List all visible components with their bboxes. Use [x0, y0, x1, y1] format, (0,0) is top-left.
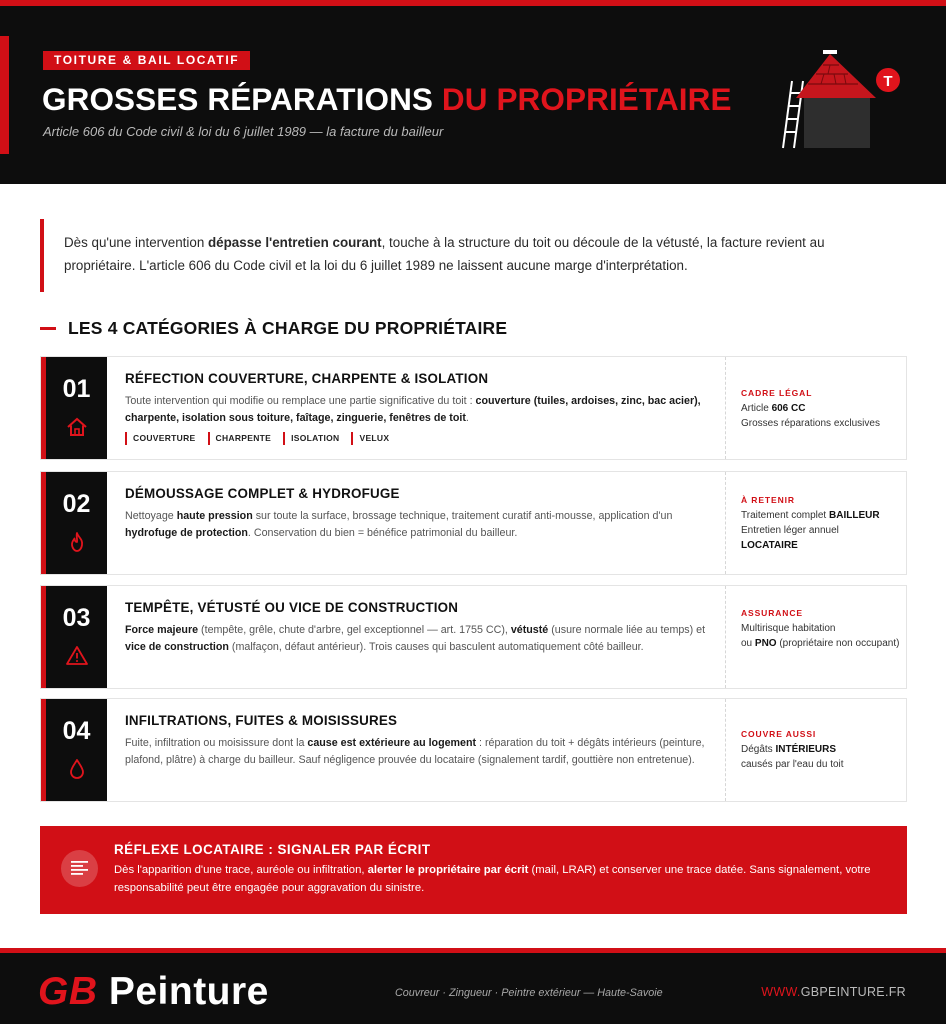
- category-card-2: [40, 471, 907, 575]
- category-card-1: [40, 356, 907, 460]
- left-accent-bar: [0, 36, 9, 154]
- side-label: ASSURANCE: [741, 608, 803, 618]
- intro-bold: dépasse l'entretien courant: [208, 235, 382, 250]
- category-card-3: [40, 585, 907, 689]
- side-value: Traitement complet BAILLEUR Entretien léger annuel LOCATAIRE: [741, 510, 880, 551]
- page-subtitle: Article 606 du Code civil & loi du 6 juillet 1989 — la facture du bailleur: [43, 124, 444, 139]
- badge-letter: T: [883, 73, 893, 90]
- house-icon: [65, 415, 89, 439]
- side-value: Multirisque habitation ou PNO (propriétaire non occupant): [741, 623, 900, 649]
- warning-icon: [65, 644, 89, 668]
- card-chips: [125, 432, 725, 445]
- header-banner: [0, 0, 946, 184]
- footer-tagline: Couvreur · Zingueur · Peintre extérieur — Haute-Savoie: [395, 987, 663, 999]
- title-accent: DU PROPRIÉTAIRE: [441, 81, 732, 117]
- side-label: COUVRE AUSSI: [741, 729, 817, 739]
- side-label: CADRE LÉGAL: [741, 388, 813, 398]
- card-title: RÉFECTION COUVERTURE, CHARPENTE & ISOLATION: [125, 371, 489, 386]
- card-number-block: [41, 586, 107, 688]
- card-description: Fuite, infiltration ou moisissure dont la cause est extérieure au logement : réparation du toit + dégâts intérieurs (peinture, plafond, plâtre) à charge du bailleur. Sauf négligence prouvée du locataire (signalement tardif, gouttière non entretenue).: [125, 737, 705, 766]
- flame-icon: [65, 530, 89, 554]
- footer: [0, 948, 946, 1024]
- website-link[interactable]: WWW.GBPEINTURE.FR: [761, 985, 906, 999]
- category-card-4: [40, 698, 907, 802]
- card-body: [125, 713, 725, 768]
- intro-callout: [40, 219, 906, 292]
- chip-charpente: CHARPENTE: [208, 432, 272, 445]
- category-tag: TOITURE & BAIL LOCATIF: [43, 51, 250, 70]
- heading-dash: [40, 327, 56, 330]
- brand-logo: [38, 970, 269, 1014]
- chip-velux: VELUX: [351, 432, 389, 445]
- card-title: TEMPÊTE, VÉTUSTÉ OU VICE DE CONSTRUCTION: [125, 600, 459, 615]
- side-value: Article 606 CC Grosses réparations exclusives: [741, 403, 880, 429]
- document-lines-icon: [71, 860, 88, 877]
- card-body: [125, 600, 725, 655]
- card-side-panel: [725, 357, 906, 459]
- roof-logo-icon: [776, 48, 906, 152]
- card-number: 02: [62, 490, 91, 518]
- card-body: [125, 486, 725, 541]
- card-side-panel: [725, 472, 906, 574]
- top-accent-line: [0, 0, 946, 6]
- side-label: À RETENIR: [741, 495, 795, 505]
- water-drop-icon: [65, 757, 89, 781]
- chip-couverture: COUVERTURE: [125, 432, 196, 445]
- brand-gb: GB: [38, 970, 98, 1013]
- title-main: GROSSES RÉPARATIONS: [42, 81, 442, 117]
- alert-title: RÉFLEXE LOCATAIRE : SIGNALER PAR ÉCRIT: [114, 842, 431, 857]
- card-description: Toute intervention qui modifie ou remplace une partie significative du toit : couverture (tuiles, ardoises, zinc, bac acier), charpente, isolation sous toiture, faîtage, zinguerie, fenêtres de toit.: [125, 395, 701, 424]
- alert-icon-circle: [61, 850, 98, 887]
- side-value: Dégâts INTÉRIEURS causés par l'eau du toit: [741, 744, 844, 770]
- card-number-block: [41, 357, 107, 459]
- section-title-text: LES 4 CATÉGORIES À CHARGE DU PROPRIÉTAIRE: [68, 318, 508, 338]
- card-number: 01: [62, 375, 91, 403]
- card-title: INFILTRATIONS, FUITES & MOISISSURES: [125, 713, 398, 728]
- page-title: [42, 81, 732, 118]
- card-number: 03: [62, 604, 91, 632]
- card-side-panel: [725, 586, 906, 688]
- card-number-block: [41, 472, 107, 574]
- section-heading: [40, 318, 507, 339]
- card-number: 04: [62, 717, 91, 745]
- tenant-reflex-alert: [40, 826, 907, 914]
- card-number-block: [41, 699, 107, 801]
- card-body: [125, 371, 725, 445]
- intro-text: Dès qu'une intervention dépasse l'entretien courant, touche à la structure du toit ou découle de la vétusté, la facture revient au propriétaire. L'article 606 du Code civil et la loi du 6 juillet 1989 ne laissent aucune marge d'interprétation.: [64, 235, 825, 273]
- card-title: DÉMOUSSAGE COMPLET & HYDROFUGE: [125, 486, 400, 501]
- alert-text: Dès l'apparition d'une trace, auréole ou infiltration, alerter le propriétaire par écrit (mail, LRAR) et conserver une trace datée. Sans signalement, votre responsabilité peut être engagée pour aggravation du sinistre.: [114, 864, 871, 894]
- card-description: Nettoyage haute pression sur toute la surface, brossage technique, traitement curatif anti-mousse, application d'un hydrofuge de protection. Conservation du bien = bénéfice patrimonial du bailleur.: [125, 510, 673, 539]
- brand-name: Peinture: [97, 970, 269, 1013]
- chip-isolation: ISOLATION: [283, 432, 339, 445]
- card-description: Force majeure (tempête, grêle, chute d'arbre, gel exceptionnel — art. 1755 CC), vétusté (usure normale liée au temps) et vice de construction (malfaçon, défaut antérieur). Trois causes qui basculent automatiquement côté bailleur.: [125, 624, 706, 653]
- card-side-panel: [725, 699, 906, 801]
